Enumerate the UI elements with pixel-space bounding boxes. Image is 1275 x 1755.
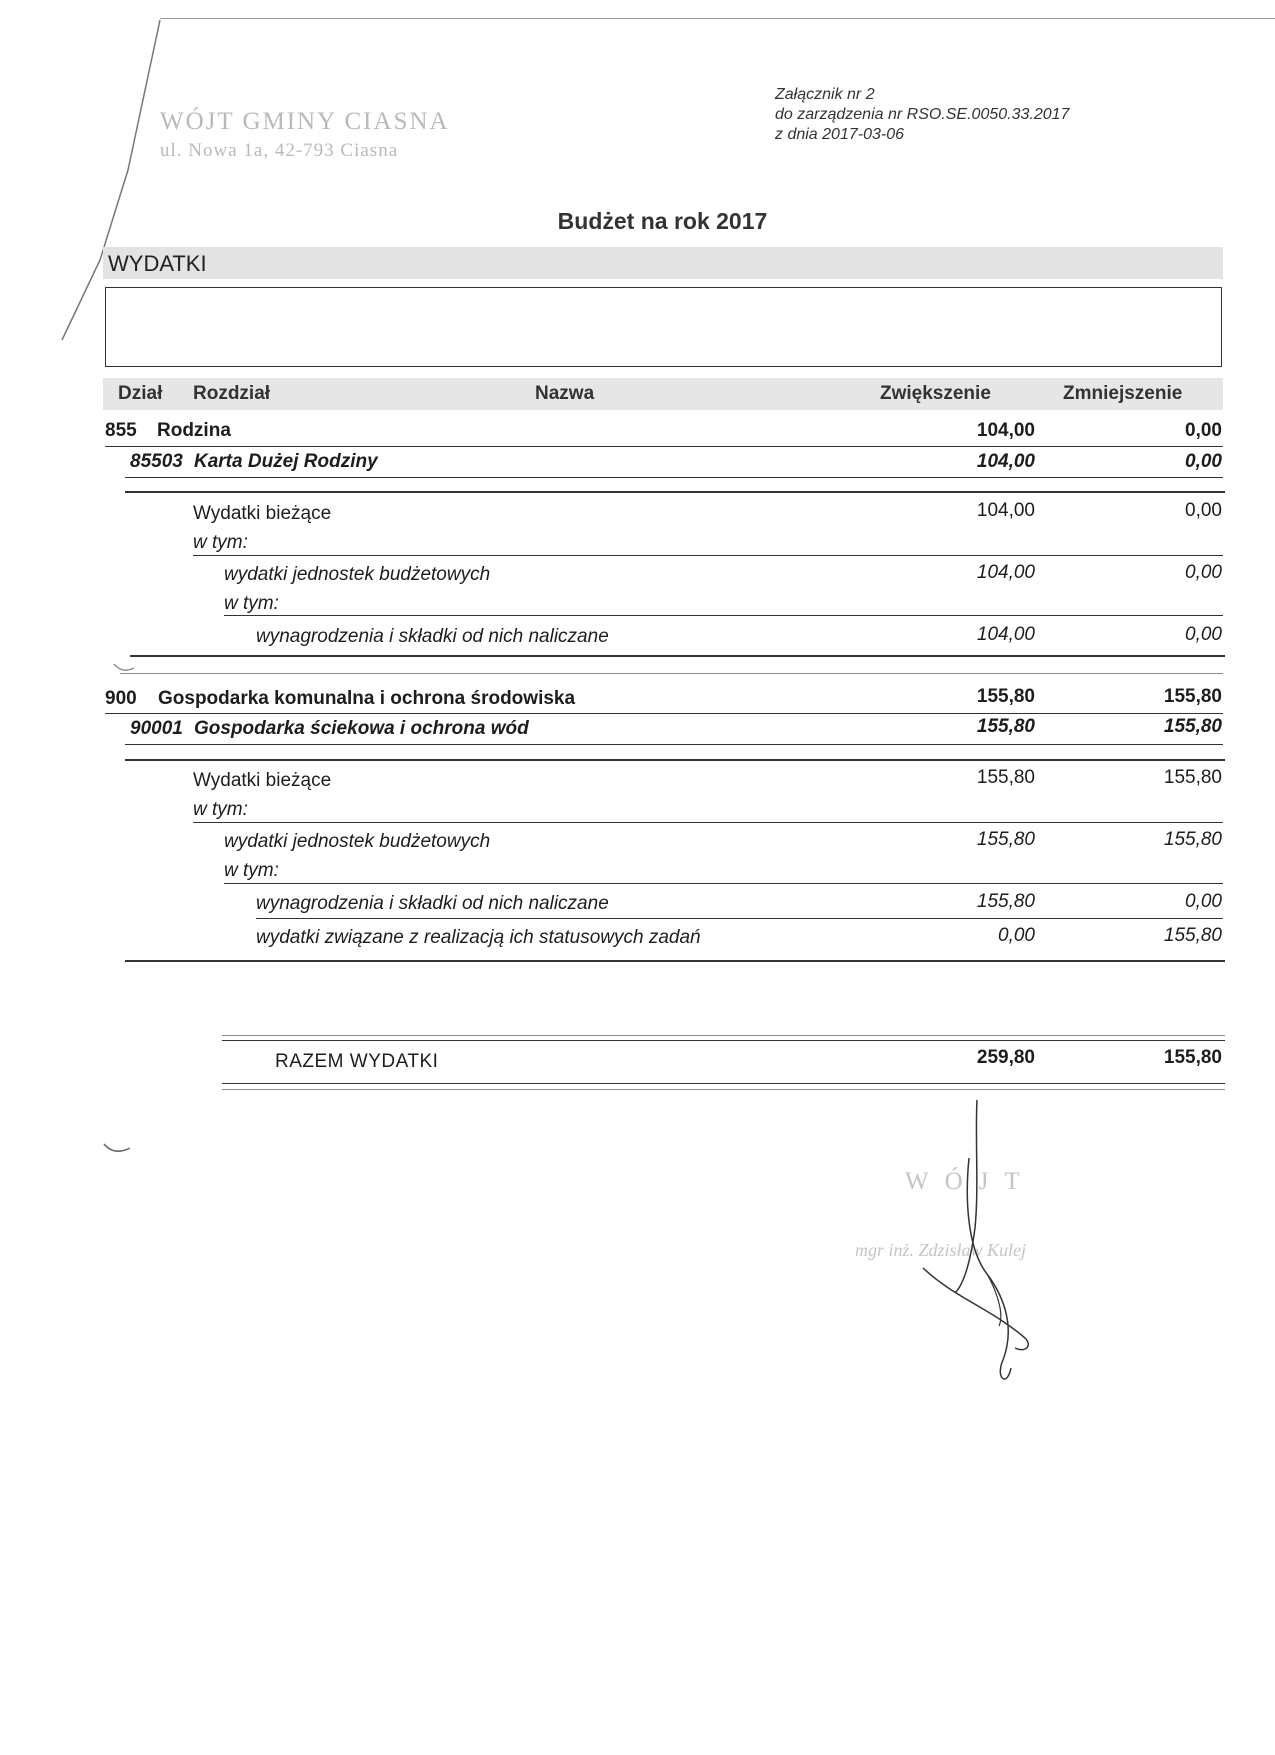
item-decrease: 0,00 xyxy=(1185,624,1222,645)
w-tym-label: w tym: xyxy=(224,860,279,881)
item-increase: 104,00 xyxy=(976,624,1035,645)
jednostek-increase: 104,00 xyxy=(976,562,1035,583)
divider xyxy=(193,822,1223,823)
dzial-code: 855 xyxy=(105,420,137,441)
divider xyxy=(125,491,1225,493)
divider xyxy=(125,477,1223,478)
stamp-line-2: ul. Nowa 1a, 42-793 Ciasna xyxy=(160,140,399,161)
table-header-band xyxy=(103,378,1223,410)
biezace-decrease: 0,00 xyxy=(1185,500,1222,521)
scan-mark xyxy=(100,1140,140,1160)
item-label: wydatki związane z realizacją ich statusowych zadań xyxy=(256,927,701,948)
scan-mark xyxy=(112,660,142,680)
biezace-increase: 155,80 xyxy=(976,767,1035,788)
total-label: RAZEM WYDATKI xyxy=(275,1051,439,1072)
w-tym-label: w tym: xyxy=(193,532,248,553)
header-zmniejszenie: Zmniejszenie xyxy=(1063,383,1183,404)
divider xyxy=(125,744,1223,745)
attachment-order: do zarządzenia nr RSO.SE.0050.33.2017 xyxy=(775,106,1070,123)
item-label: wynagrodzenia i składki od nich naliczane xyxy=(256,626,609,647)
header-dzial: Dział xyxy=(118,383,163,404)
signature-stamp-title: WÓJT xyxy=(905,1168,1036,1195)
divider xyxy=(120,673,1223,674)
jednostek-decrease: 0,00 xyxy=(1185,562,1222,583)
divider xyxy=(222,1040,1225,1041)
divider xyxy=(125,960,1225,962)
divider xyxy=(125,759,1225,761)
total-decrease: 155,80 xyxy=(1163,1047,1222,1068)
divider xyxy=(130,655,1225,657)
header-rozdzial: Rozdział xyxy=(193,383,271,404)
dzial-name: Gospodarka komunalna i ochrona środowiska xyxy=(158,688,576,709)
divider xyxy=(224,883,1223,884)
jednostek-decrease: 155,80 xyxy=(1163,829,1222,850)
jednostek-increase: 155,80 xyxy=(976,829,1035,850)
rozdzial-decrease: 155,80 xyxy=(1163,716,1222,737)
rozdzial-code: 85503 xyxy=(130,451,183,472)
dzial-decrease: 155,80 xyxy=(1163,686,1222,707)
header-nazwa: Nazwa xyxy=(535,383,595,404)
attachment-date: z dnia 2017-03-06 xyxy=(775,126,904,143)
dzial-name: Rodzina xyxy=(157,420,231,441)
divider xyxy=(222,1083,1225,1084)
divider xyxy=(105,446,1223,447)
dzial-increase: 155,80 xyxy=(976,686,1035,707)
dzial-code: 900 xyxy=(105,688,137,709)
biezace-increase: 104,00 xyxy=(976,500,1035,521)
w-tym-label: w tym: xyxy=(193,799,248,820)
section-band xyxy=(103,247,1223,279)
divider xyxy=(256,918,1223,919)
dzial-decrease: 0,00 xyxy=(1185,420,1222,441)
item-increase: 0,00 xyxy=(998,925,1035,946)
attachment-number: Załącznik nr 2 xyxy=(775,86,875,103)
rozdzial-increase: 155,80 xyxy=(976,716,1035,737)
office-stamp xyxy=(160,108,450,162)
page-edge-top xyxy=(160,18,1275,19)
rozdzial-name: Gospodarka ściekowa i ochrona wód xyxy=(194,718,529,739)
blank-box xyxy=(105,287,1222,367)
stamp-line-1: WÓJT GMINY CIASNA xyxy=(160,108,450,135)
rozdzial-code: 90001 xyxy=(130,718,183,739)
biezace-label: Wydatki bieżące xyxy=(193,503,332,524)
biezace-decrease: 155,80 xyxy=(1163,767,1222,788)
rozdzial-decrease: 0,00 xyxy=(1185,451,1222,472)
signature-stamp-name: mgr inż. Zdzisław Kulej xyxy=(855,1240,1027,1260)
item-increase: 155,80 xyxy=(976,891,1035,912)
biezace-label: Wydatki bieżące xyxy=(193,770,332,791)
attachment-info xyxy=(775,85,1069,145)
rozdzial-increase: 104,00 xyxy=(976,451,1035,472)
jednostek-label: wydatki jednostek budżetowych xyxy=(224,564,491,585)
divider xyxy=(224,615,1223,616)
total-increase: 259,80 xyxy=(976,1047,1035,1068)
item-label: wynagrodzenia i składki od nich naliczane xyxy=(256,893,609,914)
item-decrease: 155,80 xyxy=(1163,925,1222,946)
document-title: Budżet na rok 2017 xyxy=(557,208,768,234)
divider xyxy=(222,1035,1225,1036)
handwritten-signature xyxy=(895,1098,1045,1388)
jednostek-label: wydatki jednostek budżetowych xyxy=(224,831,491,852)
dzial-increase: 104,00 xyxy=(976,420,1035,441)
divider xyxy=(193,555,1223,556)
item-decrease: 0,00 xyxy=(1185,891,1222,912)
divider xyxy=(222,1089,1225,1090)
divider xyxy=(105,713,1223,714)
rozdzial-name: Karta Dużej Rodziny xyxy=(194,451,378,472)
header-zwiekszenie: Zwiększenie xyxy=(880,383,991,404)
w-tym-label: w tym: xyxy=(224,593,279,614)
section-label: WYDATKI xyxy=(108,251,207,276)
